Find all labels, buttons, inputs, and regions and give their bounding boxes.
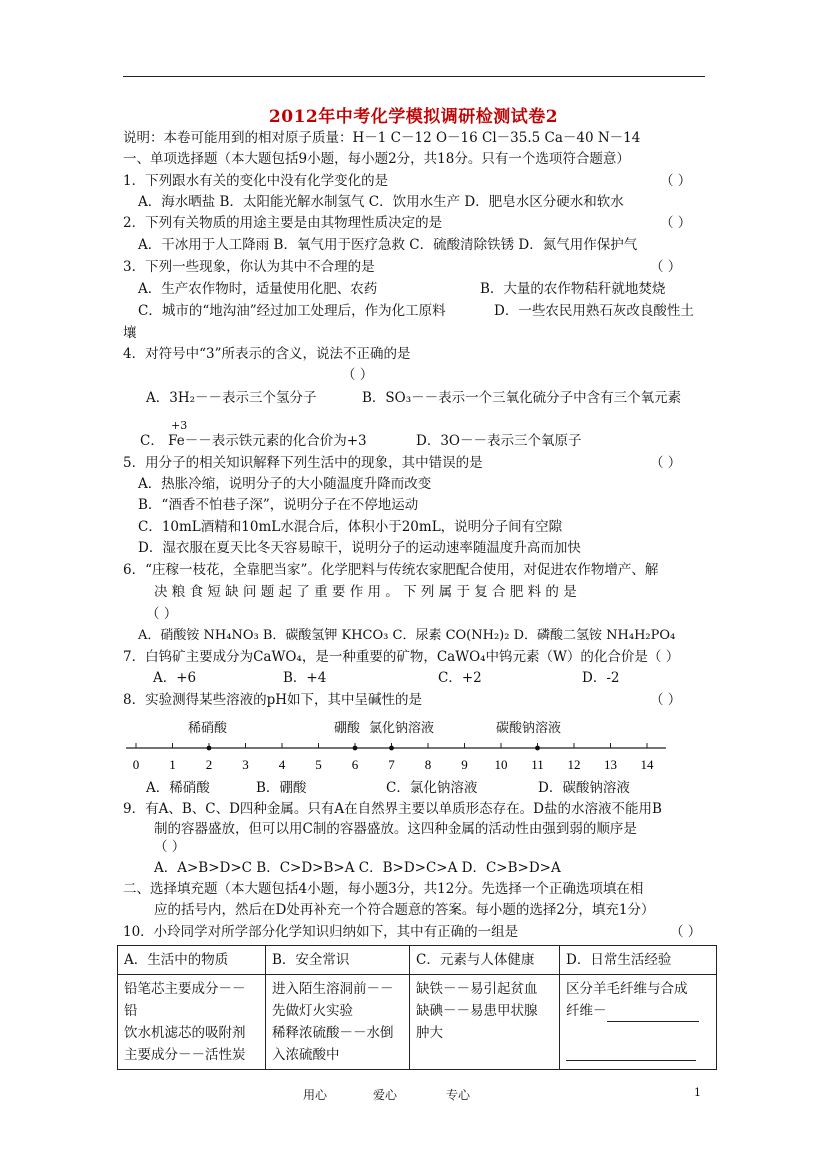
q5-answer-paren[interactable]: （ ） <box>650 455 682 471</box>
q9-options: A．A>B>D>C B．C>D>B>A C．B>D>C>A D．C>B>D>A <box>154 860 561 876</box>
q8-option-d: D．碳酸钠溶液 <box>538 780 630 796</box>
q8-option-a: A．稀硝酸 <box>146 780 210 796</box>
q3-stem: 3．下列一些现象，你认为其中不合理的是 <box>123 259 375 275</box>
ph-label-nacl: 氯化钠溶液 <box>369 721 435 736</box>
q5-option-a: A．热胀冷缩，说明分子的大小随温度升降而改变 <box>138 476 432 492</box>
q3-option-d-cont: 壤 <box>123 325 137 341</box>
section-2-heading: 二、选择填充题（本大题包括4小题，每小题3分，共12分。先选择一个正确选项填在相 <box>123 881 644 897</box>
q7-option-d: D．-2 <box>582 670 620 686</box>
ph-point <box>207 746 212 751</box>
ph-point <box>389 746 394 751</box>
header-c: C．元素与人体健康 <box>410 946 560 975</box>
atomic-mass-note: 说明：本卷可能用到的相对原子质量：H－1 C－12 O－16 Cl－35.5 Ca－40 N－14 <box>123 130 641 146</box>
cell-a-line: 饮水机滤芯的吸附剂 <box>124 1025 246 1041</box>
cell-d-text: 纤维－ <box>566 1003 607 1019</box>
cell-b-line: 入浓硫酸中 <box>272 1047 340 1063</box>
page-number: 1 <box>694 1086 701 1099</box>
footer-left: 用心 <box>303 1088 328 1102</box>
q10-stem: 10．小玲同学对所学部分化学知识归纳如下，其中有正确的一组是 <box>123 924 519 940</box>
ph-point <box>353 746 358 751</box>
answer-blank-1[interactable] <box>607 1005 699 1022</box>
ph-tick-label: 13 <box>604 757 617 772</box>
q7-option-b: B．+4 <box>283 670 327 686</box>
ph-tick-label: 1 <box>169 757 176 772</box>
q3-option-d: D．一些农民用熟石灰改良酸性土 <box>494 303 694 319</box>
q8-answer-paren[interactable]: （ ） <box>650 692 682 708</box>
q4-option-d: D．3O－－表示三个氧原子 <box>416 433 582 449</box>
cell-b-line: 稀释浓硫酸－－水倒 <box>272 1025 394 1041</box>
ph-label-boric-acid: 硼酸 <box>334 721 361 736</box>
cell-c-line: 肿大 <box>416 1025 443 1041</box>
cell-c-line: 缺铁－－易引起贫血 <box>416 981 538 997</box>
q9-line-2: 制的容器盛放，但可以用C制的容器盛放。这四种金属的活动性由强到弱的顺序是 <box>154 821 637 837</box>
q3-option-b: B．大量的农作物秸秆就地焚烧 <box>480 281 666 297</box>
q5-option-b: B．“酒香不怕巷子深”，说明分子在不停地运动 <box>138 497 419 513</box>
cell-a <box>118 975 266 1070</box>
q7-option-c: C．+2 <box>438 670 482 686</box>
table-header-row <box>118 946 717 975</box>
q6-line-2: 决 粮 食 短 缺 问 题 起 了 重 要 作 用 。 下 列 属 于 复 合 肥 料 的 是 <box>154 584 577 600</box>
q6-answer-paren[interactable]: （ ） <box>146 606 178 622</box>
ph-tick-label: 9 <box>461 757 468 772</box>
ph-tick-label: 3 <box>242 757 249 772</box>
cell-d-line: 区分羊毛纤维与合成 <box>566 981 688 997</box>
cell-c <box>410 975 560 1070</box>
q6-line-1: 6．“庄稼一枝花，全靠肥当家”。化学肥料与传统农家肥配合使用，对促进农作物增产、解 <box>123 562 659 578</box>
q4-valence-mark: +3 <box>171 419 188 432</box>
q1-options: A．海水晒盐 B．太阳能光解水制氢气 C．饮用水生产 D．肥皂水区分硬水和软水 <box>138 194 624 210</box>
ph-label-nitric-acid: 稀硝酸 <box>188 721 228 736</box>
section-2-heading-cont: 应的括号内，然后在D处再补充一个符合题意的答案。每小题的选择2分，填充1分） <box>154 902 655 918</box>
cell-d <box>560 975 717 1070</box>
ph-tick-label: 0 <box>132 757 140 772</box>
q5-option-d: D．湿衣服在夏天比冬天容易晾干，说明分子的运动速率随温度升高而加快 <box>138 540 581 556</box>
ph-tick-label: 8 <box>424 757 432 772</box>
q8-option-b: B．硼酸 <box>256 780 307 796</box>
cell-b-line: 进入陌生溶洞前－－ <box>272 981 394 997</box>
q6-options: A．硝酸铵 NH₄NO₃ B．碳酸氢钾 KHCO₃ C．尿素 CO(NH₂)₂ D．磷酸二氢铵 NH₄H₂PO₄ <box>138 628 676 643</box>
q10-answer-paren[interactable]: （ ） <box>670 924 702 940</box>
ph-tick-label: 7 <box>388 757 395 772</box>
cell-a-line: 主要成分－－活性炭 <box>124 1047 246 1063</box>
q2-answer-paren[interactable]: （ ） <box>660 215 692 231</box>
q3-option-a: A．生产农作物时，适量使用化肥、农药 <box>138 281 378 297</box>
q8-stem: 8．实验测得某些溶液的pH如下，其中呈碱性的是 <box>123 692 423 708</box>
ph-scale <box>126 740 670 780</box>
cell-a-line: 铅 <box>124 1003 138 1019</box>
q5-option-c: C．10mL酒精和10mL水混合后，体积小于20mL，说明分子间有空隙 <box>138 519 563 535</box>
q4-stem: 4．对符号中“3”所表示的含义，说法不正确的是 <box>123 346 411 362</box>
cell-c-line: 缺碘－－易患甲状腺 <box>416 1003 538 1019</box>
cell-b <box>266 975 410 1070</box>
q4-option-c: C． Fe－－表示铁元素的化合价为+3 <box>140 433 367 449</box>
ph-tick-label: 12 <box>567 757 581 772</box>
ph-tick-label: 5 <box>315 757 322 772</box>
q7-option-a: A．+6 <box>153 670 197 686</box>
cell-a-line: 铅笔芯主要成分－－ <box>124 981 246 997</box>
q2-stem: 2．下列有关物质的用途主要是由其物理性质决定的是 <box>123 215 443 231</box>
header-d: D．日常生活经验 <box>560 946 717 975</box>
ph-point <box>535 746 540 751</box>
q1-answer-paren[interactable]: （ ） <box>660 173 692 189</box>
ph-label-na2co3: 碳酸钠溶液 <box>496 721 562 736</box>
ph-tick-label: 4 <box>278 757 286 772</box>
header-b: B．安全常识 <box>266 946 410 975</box>
header-a: A．生活中的物质 <box>118 946 266 975</box>
ph-tick-label: 10 <box>494 757 508 772</box>
cell-b-line: 先做灯火实验 <box>272 1003 353 1019</box>
footer-right: 专心 <box>446 1088 471 1102</box>
q4-answer-paren[interactable]: （ ） <box>342 367 374 383</box>
q4-option-a: A．3H₂－－表示三个氢分子 <box>146 390 317 406</box>
q2-options: A．干冰用于人工降雨 B．氧气用于医疗急救 C．硫酸清除铁锈 D．氮气用作保护气 <box>138 237 638 253</box>
q9-answer-paren[interactable]: （ ） <box>154 839 186 855</box>
ph-tick-label: 6 <box>351 757 359 772</box>
q10-table <box>117 945 717 1070</box>
ph-tick-label: 11 <box>531 757 544 772</box>
q1-stem: 1．下列跟水有关的变化中没有化学变化的是 <box>123 173 389 189</box>
q7-stem: 7．白钨矿主要成分为CaWO₄，是一种重要的矿物，CaWO₄中钨元素（W）的化合价是（ ） <box>123 649 680 665</box>
q3-answer-paren[interactable]: （ ） <box>650 259 682 275</box>
footer-mid: 爱心 <box>373 1088 398 1102</box>
answer-blank-2[interactable] <box>566 1040 696 1061</box>
q5-stem: 5．用分子的相关知识解释下列生活中的现象，其中错误的是 <box>123 455 483 471</box>
ph-tick-label: 2 <box>205 757 213 772</box>
page-title: 2012年中考化学模拟调研检测试卷2 <box>268 107 559 127</box>
q9-line-1: 9．有A、B、C、D四种金属。只有A在自然界主要以单质形态存在。D盐的水溶液不能用B <box>123 801 662 817</box>
q4-option-b: B．SO₃－－表示一个三氧化硫分子中含有三个氧元素 <box>362 390 682 406</box>
section-1-heading: 一、单项选择题（本大题包括9小题，每小题2分，共18分。只有一个选项符合题意） <box>123 151 630 167</box>
q3-option-c: C．城市的“地沟油”经过加工处理后，作为化工原料 <box>138 303 446 319</box>
q8-option-c: C．氯化钠溶液 <box>386 780 478 796</box>
ph-tick-label: 14 <box>640 757 654 772</box>
table-row <box>118 975 717 1070</box>
header-rule <box>123 76 705 77</box>
cell-d-line <box>566 1000 710 1022</box>
